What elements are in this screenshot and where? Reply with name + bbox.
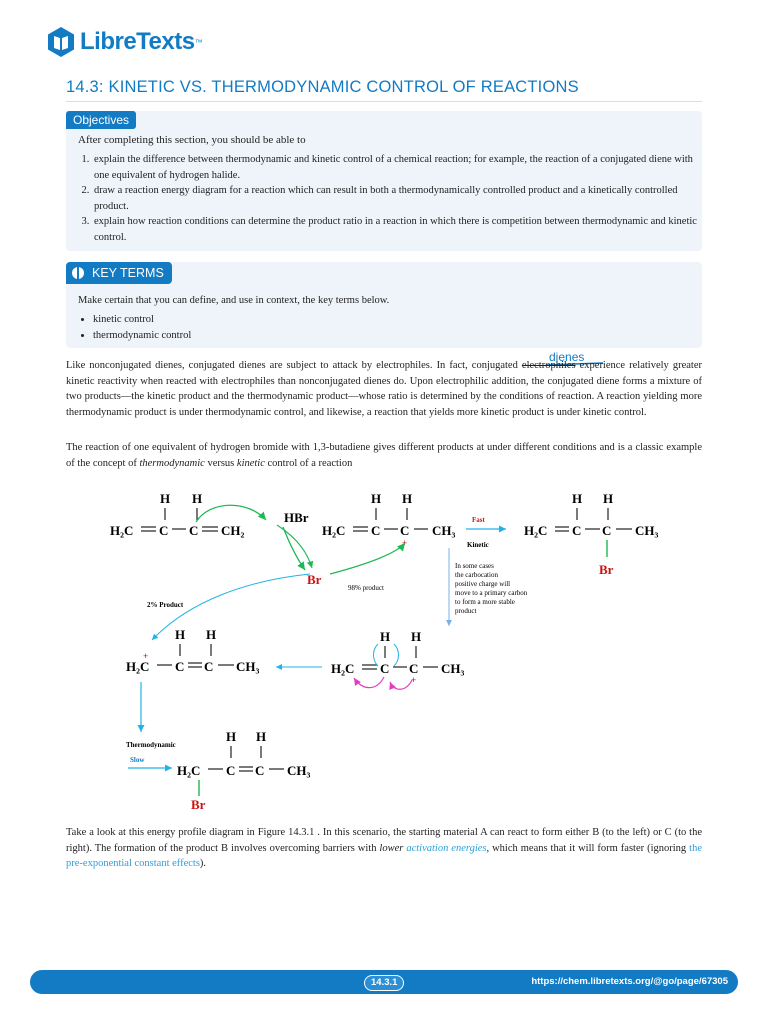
group-h2c: H₂C	[524, 523, 548, 538]
reagent-hbr: HBr	[284, 510, 309, 525]
annotation-dienes: dienes	[549, 350, 585, 364]
paragraph-text: , which means that it will form faster (ignoring	[486, 842, 690, 854]
group-h2c: H₂C	[110, 523, 134, 538]
objective-item: 2. draw a reaction energy diagram for a reaction which can result in both a thermodynamically controlled product and a kinetically controlled product.	[92, 183, 706, 214]
objectives-intro: After completing this section, you should be able to	[78, 134, 306, 146]
group-ch3: CH₃	[287, 763, 311, 778]
atom-h: H	[175, 627, 186, 642]
molecule-carbocation-rearranging	[331, 629, 465, 685]
atom-c: C	[175, 659, 185, 674]
molecule-carbocation-secondary	[322, 491, 456, 548]
logo-trademark: ™	[194, 37, 203, 47]
paragraph-text: versus	[204, 457, 237, 469]
emphasis-text: kinetic	[236, 457, 265, 469]
group-h2c: H₂C	[331, 661, 355, 676]
key-terms-intro: Make certain that you can define, and use in context, the key terms below.	[78, 295, 390, 306]
atom-br: Br	[599, 562, 614, 577]
paragraph-text: experience relatively greater kinetic reactivity when reacted with electrophiles than nonconjugated dienes do. Upon electrophilic addition, the conjugated diene forms a mixture of two products—the kinetic product and the thermodynamic product—whose ratio is determined by the conditions of reaction. A reaction yielding more thermodynamic product is under thermodynamic control, and likewise, a reaction that yields more kinetic product is under kinetic control.	[66, 360, 702, 418]
paragraph-text: Take a look at this energy profile diagram in Figure 14.3.1 . In this scenario, the starting material A can react to form either B (to the left) or C (to the right). The formation of the product B involves overcoming barriers with	[66, 827, 702, 854]
molecule-thermodynamic-product	[177, 729, 311, 812]
atom-c: C	[572, 523, 582, 538]
atom-c: C	[380, 661, 390, 676]
objective-item: 1. explain the difference between thermodynamic and kinetic control of a chemical reaction; for example, the reaction of a conjugated diene with one equivalent of hydrogen halide.	[92, 152, 706, 183]
paragraph-text: ).	[199, 858, 207, 870]
atom-h: H	[206, 627, 217, 642]
group-h2c: H₂C	[322, 523, 346, 538]
page-number-badge: 14.3.1	[364, 975, 404, 991]
atom-h: H	[192, 491, 203, 506]
atom-h: H	[226, 729, 237, 744]
atom-h: H	[402, 491, 413, 506]
link-activation-energies[interactable]: activation energies	[406, 842, 487, 854]
atom-h: H	[411, 629, 422, 644]
positive-charge: +	[411, 675, 417, 685]
key-term-item: • thermodynamic control	[93, 328, 191, 344]
atom-h: H	[371, 491, 382, 506]
molecule-butadiene	[110, 491, 245, 538]
group-h2c: H₂C	[126, 659, 150, 674]
note-line: positive charge will	[455, 580, 511, 588]
note-line: In some cases	[455, 562, 494, 570]
label-fast: Fast	[472, 516, 485, 524]
positive-charge: +	[143, 651, 149, 661]
group-ch3: CH₃	[635, 523, 659, 538]
group-ch2: CH₂	[221, 523, 245, 538]
atom-c: C	[159, 523, 169, 538]
atom-h: H	[256, 729, 267, 744]
atom-c: C	[409, 661, 419, 676]
page-title: 14.3: KINETIC VS. THERMODYNAMIC CONTROL OF REACTIONS	[66, 78, 579, 96]
logo-text: LibreTexts	[80, 28, 195, 55]
struck-word: electrophiles	[521, 360, 576, 371]
label-slow: Slow	[130, 756, 145, 764]
label-kinetic: Kinetic	[467, 541, 489, 549]
footer-permalink[interactable]: https://chem.libretexts.org/@go/page/67305	[531, 976, 728, 987]
atom-c: C	[400, 523, 410, 538]
group-ch3: CH₃	[432, 523, 456, 538]
page-footer	[30, 970, 738, 994]
atom-c: C	[226, 763, 236, 778]
note-line: product	[455, 607, 477, 615]
atom-c: C	[189, 523, 199, 538]
atom-c: C	[602, 523, 612, 538]
bromide-ion: Br	[307, 572, 322, 587]
label-thermodynamic: Thermodynamic	[126, 741, 176, 749]
label-98-percent: 98% product	[348, 584, 384, 592]
atom-h: H	[572, 491, 583, 506]
note-line: move to a primary carbon	[455, 589, 528, 597]
objective-item: 3. explain how reaction conditions can determine the product ratio in a reaction in which there is competition between thermodynamic and kinetic control.	[92, 214, 706, 245]
emphasis-text: lower	[379, 842, 404, 854]
group-ch3: CH₃	[441, 661, 465, 676]
note-line: to form a more stable	[455, 598, 515, 606]
paragraph-text: control of a reaction	[264, 457, 353, 469]
key-terms-label-text: KEY TERMS	[92, 266, 164, 280]
atom-h: H	[160, 491, 171, 506]
positive-charge: +	[402, 538, 408, 548]
group-ch3: CH₃	[236, 659, 260, 674]
emphasis-text: thermodynamic	[139, 457, 205, 469]
atom-h: H	[603, 491, 614, 506]
link-pre-exponential[interactable]: the pre-exponential constant effects	[66, 842, 702, 870]
label-2-percent: 2% Product	[147, 601, 184, 609]
atom-h: H	[380, 629, 391, 644]
atom-c: C	[204, 659, 214, 674]
key-term-item: • kinetic control	[93, 312, 191, 328]
paragraph-text: Like nonconjugated dienes, conjugated dienes are subject to attack by electrophiles. In fact, conjugated	[66, 360, 522, 371]
molecule-carbocation-primary	[126, 627, 260, 674]
atom-c: C	[255, 763, 265, 778]
paragraph-energy-profile	[66, 825, 702, 872]
atom-c: C	[371, 523, 381, 538]
rearrangement-note	[455, 562, 528, 615]
atom-br: Br	[191, 797, 206, 812]
group-h2c: H₂C	[177, 763, 201, 778]
paragraph-text: The reaction of one equivalent of hydrogen bromide with 1,3-butadiene gives different products at under different conditions and is a classic example of the concept of	[66, 442, 702, 469]
note-line: the carbocation	[455, 571, 498, 579]
molecule-kinetic-product	[524, 491, 659, 577]
objectives-label: Objectives	[66, 111, 136, 129]
